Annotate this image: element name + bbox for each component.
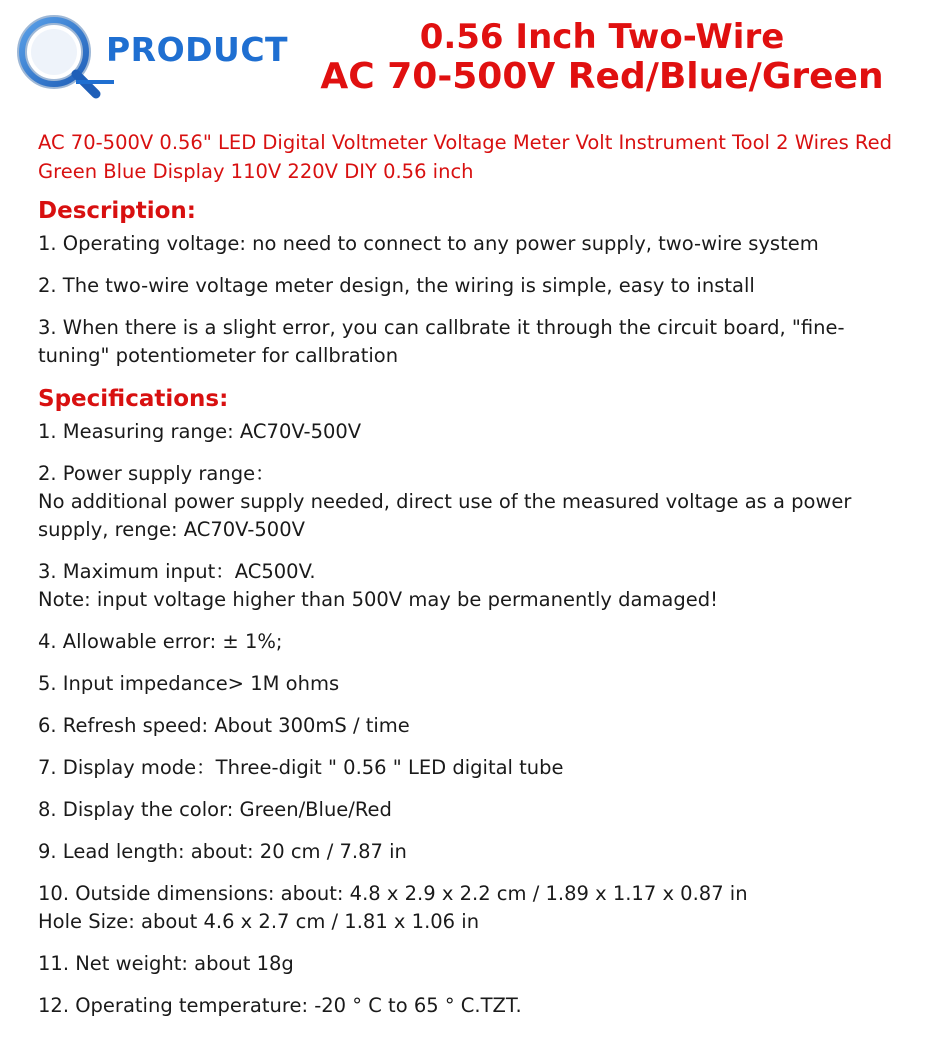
description-item-line: 3. When there is a slight error, you can callbrate it through the circuit board, "fine-tuning" potentiometer for callbration (38, 316, 845, 367)
spec-item (38, 460, 898, 544)
intro-text: AC 70-500V 0.56" LED Digital Voltmeter Voltage Meter Volt Instrument Tool 2 Wires Red Green Blue Display 110V 220V DIY 0.56 inch (38, 131, 892, 183)
spec-item (38, 796, 898, 824)
spec-item-line: 8. Display the color: Green/Blue/Red (38, 798, 392, 821)
spec-item-line: 2. Power supply range： (38, 462, 275, 485)
header (0, 0, 928, 110)
description-heading: Description: (38, 198, 196, 224)
specifications-heading: Specifications: (38, 386, 229, 412)
spec-item-line: Note: input voltage higher than 500V may be permanently damaged! (38, 588, 718, 611)
spec-item-line: 5. Input impedance> 1M ohms (38, 672, 340, 695)
spec-item-line: 3. Maximum input：AC500V. (38, 560, 316, 583)
spec-item-line: 12. Operating temperature: -20 ° C to 65 ° C.TZT. (38, 994, 522, 1017)
title-line-1: 0.56 Inch Two-Wire (419, 17, 785, 57)
spec-item-line: 10. Outside dimensions: about: 4.8 x 2.9 x 2.2 cm / 1.89 x 1.17 x 0.87 in (38, 882, 748, 905)
spec-item-line: 1. Measuring range: AC70V-500V (38, 420, 362, 443)
description-item (38, 272, 898, 300)
spec-item-line: 9. Lead length: about: 20 cm / 7.87 in (38, 840, 407, 863)
description-list (38, 230, 898, 370)
spec-item-line: Hole Size: about 4.6 x 2.7 cm / 1.81 x 1.06 in (38, 910, 480, 933)
description-item-line: 1. Operating voltage: no need to connect to any power supply, two-wire system (38, 232, 819, 255)
spec-item (38, 628, 898, 656)
title-line-2: AC 70-500V Red/Blue/Green (320, 56, 884, 97)
logo-text: PRODUCT (106, 30, 289, 69)
product-logo (14, 12, 294, 102)
spec-item-line: 11. Net weight: about 18g (38, 952, 294, 975)
spec-item (38, 754, 898, 782)
spec-item (38, 418, 898, 446)
page-title (282, 18, 922, 98)
spec-item (38, 992, 898, 1020)
spec-item (38, 712, 898, 740)
spec-item (38, 880, 898, 936)
magnifier-icon (14, 12, 114, 102)
spec-item-line: 6. Refresh speed: About 300mS / time (38, 714, 410, 737)
specifications-list (38, 418, 898, 1020)
spec-item-line: 7. Display mode：Three-digit " 0.56 " LED digital tube (38, 756, 564, 779)
spec-item (38, 950, 898, 978)
description-item (38, 230, 898, 258)
spec-item-line: No additional power supply needed, direct use of the measured voltage as a power supply, renge: AC70V-500V (38, 490, 852, 541)
spec-item (38, 838, 898, 866)
description-item (38, 314, 898, 370)
description-item-line: 2. The two-wire voltage meter design, the wiring is simple, easy to install (38, 274, 755, 297)
spec-item-line: 4. Allowable error: ± 1%; (38, 630, 283, 653)
spec-item (38, 558, 898, 614)
product-description (38, 128, 898, 1034)
spec-item (38, 670, 898, 698)
